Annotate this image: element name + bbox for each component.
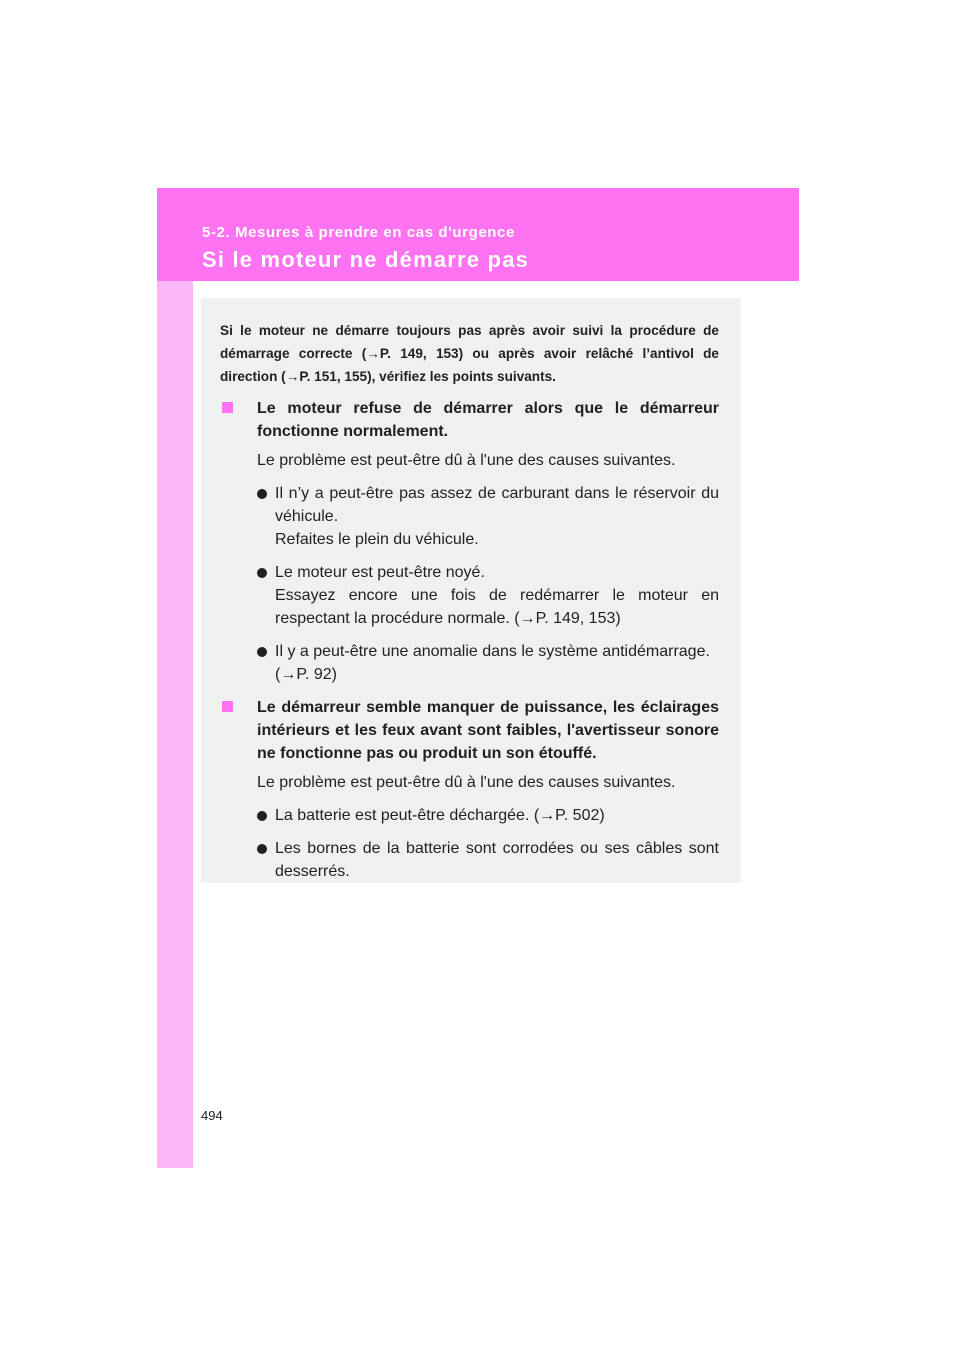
list-item-text-part: P. 149, 153) xyxy=(535,610,621,627)
page-title: Si le moteur ne démarre pas xyxy=(202,247,530,272)
arrow-icon: → xyxy=(519,610,536,627)
list-item-text-part: ( xyxy=(275,666,281,683)
arrow-icon: → xyxy=(539,807,556,824)
list-item-text-part: Essayez encore une fois de redémarrer le moteur en respectant la procédure normale. ( xyxy=(275,587,719,627)
list-item-text xyxy=(275,584,719,630)
list-item-text-part: P. 92) xyxy=(296,666,337,683)
list-item xyxy=(220,561,719,630)
square-bullet-icon xyxy=(222,701,233,712)
info-box xyxy=(201,298,741,883)
side-tab xyxy=(157,188,193,1168)
page-number: 494 xyxy=(201,1108,223,1123)
section-description: Le problème est peut-être dû à l'une des causes suivantes. xyxy=(257,452,676,469)
list-item xyxy=(220,640,719,686)
list-item-text-part: La batterie est peut-être déchargée. ( xyxy=(275,807,540,824)
arrow-icon: → xyxy=(285,369,300,384)
round-bullet-icon xyxy=(257,844,267,854)
list-item-text: Le moteur est peut-être noyé. xyxy=(275,564,485,581)
round-bullet-icon xyxy=(257,811,267,821)
list-item-text xyxy=(275,663,719,686)
section-heading-text: Le démarreur semble manquer de puissance, les éclairages intérieurs et les feux avant sont faibles, l'avertisseur sonore ne fonctionne pas ou produit un son étouffé. xyxy=(257,699,719,762)
intro-text-1: Si le moteur ne démarre toujours pas après avoir suivi la procédure de démarrage correcte ( xyxy=(220,323,719,361)
list-item-text-part: P. 502) xyxy=(555,807,605,824)
list-item xyxy=(220,482,719,551)
intro-text-2: P. 149, 153) ou après avoir relâché l’antivol de direction ( xyxy=(220,346,719,384)
list-item-text: Refaites le plein du véhicule. xyxy=(275,531,479,548)
intro-text-3: P. 151, 155), vérifiez les points suivants. xyxy=(299,369,556,384)
list-item xyxy=(220,804,719,827)
list-item-text: Les bornes de la batterie sont corrodées ou ses câbles sont desserrés. xyxy=(275,840,719,880)
section-description: Le problème est peut-être dû à l'une des causes suivantes. xyxy=(257,774,676,791)
section-heading-text: Le moteur refuse de démarrer alors que le démarreur fonctionne normalement. xyxy=(257,400,719,440)
intro-paragraph xyxy=(220,319,719,388)
round-bullet-icon xyxy=(257,568,267,578)
list-item xyxy=(220,837,719,883)
section-heading-2 xyxy=(220,696,719,765)
arrow-icon: → xyxy=(366,346,380,361)
list-item-text: Il n’y a peut-être pas assez de carburant dans le réservoir du véhicule. xyxy=(275,485,719,525)
section-label: 5-2. Mesures à prendre en cas d'urgence xyxy=(202,224,515,241)
square-bullet-icon xyxy=(222,402,233,413)
round-bullet-icon xyxy=(257,647,267,657)
list-item-text xyxy=(275,804,719,827)
round-bullet-icon xyxy=(257,489,267,499)
list-item-text: Il y a peut-être une anomalie dans le système antidémarrage. xyxy=(275,643,710,660)
arrow-icon: → xyxy=(280,666,297,683)
section-heading-1 xyxy=(220,397,719,443)
